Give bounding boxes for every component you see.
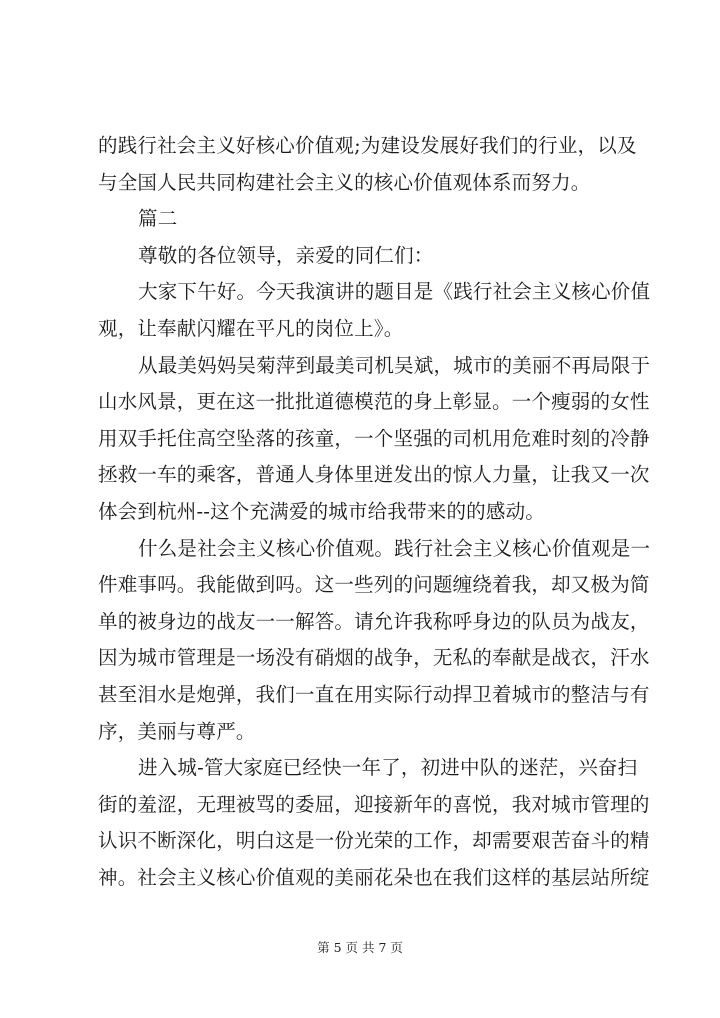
text-line: 甚至泪水是炮弹，我们一直在用实际行动捍卫着城市的整洁与有 bbox=[98, 682, 650, 706]
document-body bbox=[98, 128, 651, 896]
text-line: 拯救一车的乘客，普通人身体里迸发出的惊人力量，让我又一次 bbox=[98, 463, 650, 487]
salutation: 尊敬的各位领导，亲爱的同仁们： bbox=[138, 243, 434, 267]
text-line: 山水风景，更在这一批批道德模范的身上彰显。一个瘦弱的女性 bbox=[98, 390, 650, 414]
text-line: 神。社会主义核心价值观的美丽花朵也在我们这样的基层站所绽 bbox=[98, 865, 650, 889]
text-line: 序，美丽与尊严。 bbox=[98, 719, 256, 743]
text-line: 观，让奉献闪耀在平凡的岗位上》。 bbox=[98, 316, 404, 340]
text-line: 件难事吗。我能做到吗。这一些列的问题缠绕着我，却又极为简 bbox=[98, 573, 650, 597]
text-line: 体会到杭州--这个充满爱的城市给我带来的的感动。 bbox=[98, 499, 545, 523]
text-line: 的践行社会主义好核心价值观;为建设发展好我们的行业，以及 bbox=[98, 134, 637, 157]
text-line: 街的羞涩，无理被骂的委屈，迎接新年的喜悦，我对城市管理的 bbox=[98, 792, 650, 816]
text-line: 单的被身边的战友一一解答。请允许我称呼身边的队员为战友， bbox=[98, 609, 650, 633]
text-line: 进入城-管大家庭已经快一年了，初进中队的迷茫，兴奋扫 bbox=[138, 756, 638, 780]
page-number-footer: 第 5 页 共 7 页 bbox=[317, 940, 403, 955]
text-line: 因为城市管理是一场没有硝烟的战争，无私的奉献是战衣，汗水 bbox=[98, 646, 650, 670]
text-line: 与全国人民共同构建社会主义的核心价值观体系而努力。 bbox=[98, 170, 591, 194]
text-line: 什么是社会主义核心价值观。践行社会主义核心价值观是一 bbox=[138, 536, 651, 560]
section-heading: 篇二 bbox=[138, 207, 178, 231]
text-line: 认识不断深化，明白这是一份光荣的工作，却需要艰苦奋斗的精 bbox=[98, 829, 650, 853]
text-line: 大家下午好。今天我演讲的题目是《践行社会主义核心价值 bbox=[138, 280, 651, 304]
text-line: 用双手托住高空坠落的孩童，一个坚强的司机用危难时刻的冷静 bbox=[98, 426, 650, 450]
text-line: 从最美妈妈吴菊萍到最美司机吴斌，城市的美丽不再局限于 bbox=[138, 353, 651, 377]
